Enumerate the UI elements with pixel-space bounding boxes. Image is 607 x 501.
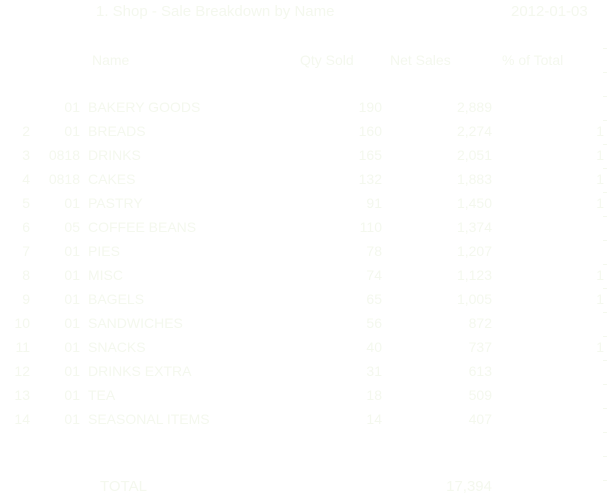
row-rank: 8	[22, 267, 30, 283]
column-header-qty: Qty Sold	[300, 52, 354, 68]
edge-tick	[603, 96, 607, 97]
row-sales: 613	[468, 363, 492, 379]
row-name: SNACKS	[88, 339, 146, 355]
row-code: 01	[64, 291, 80, 307]
report-title: 1. Shop - Sale Breakdown by Name	[96, 3, 335, 20]
row-qty: 31	[366, 363, 382, 379]
row-sales: 1,207	[456, 243, 492, 259]
row-qty: 40	[366, 339, 382, 355]
row-pct: 1	[596, 171, 604, 187]
edge-tick	[603, 432, 607, 433]
row-rank: 3	[22, 147, 30, 163]
edge-tick	[603, 312, 607, 313]
table-row	[0, 240, 607, 264]
edge-tick	[603, 72, 607, 73]
table-row	[0, 216, 607, 240]
row-name: BAKERY GOODS	[88, 99, 201, 115]
row-rank: 10	[14, 315, 30, 331]
row-qty: 165	[358, 147, 382, 163]
row-qty: 160	[358, 123, 382, 139]
row-sales: 509	[468, 387, 492, 403]
table-row	[0, 408, 607, 432]
row-name: DRINKS EXTRA	[88, 363, 192, 379]
row-code: 01	[64, 267, 80, 283]
row-sales: 2,889	[456, 99, 492, 115]
edge-tick	[603, 336, 607, 337]
edge-tick	[603, 264, 607, 265]
row-name: SANDWICHES	[88, 315, 183, 331]
row-name: PIES	[88, 243, 120, 259]
row-code: 0818	[48, 171, 80, 187]
total-value: 17,394	[446, 478, 492, 495]
edge-tick	[603, 360, 607, 361]
edge-tick	[603, 216, 607, 217]
row-name: BAGELS	[88, 291, 145, 307]
row-qty: 74	[366, 267, 382, 283]
row-pct: 1	[596, 147, 604, 163]
row-pct: 1	[596, 123, 604, 139]
row-sales: 2,051	[456, 147, 492, 163]
row-code: 05	[64, 219, 80, 235]
row-pct: 1	[596, 339, 604, 355]
row-code: 01	[64, 243, 80, 259]
edge-tick	[603, 120, 607, 121]
edge-tick	[603, 288, 607, 289]
table-row	[0, 120, 607, 144]
report-date: 2012-01-03	[511, 3, 588, 20]
edge-tick	[603, 240, 607, 241]
edge-tick	[603, 480, 607, 481]
edge-tick	[603, 168, 607, 169]
table-row	[0, 264, 607, 288]
row-rank: 14	[14, 411, 30, 427]
row-code: 01	[64, 339, 80, 355]
row-pct: 1	[596, 291, 604, 307]
row-name: COFFEE BEANS	[88, 219, 197, 235]
column-header-pct: % of Total	[502, 52, 564, 68]
table-row	[0, 384, 607, 408]
column-header-sales: Net Sales	[390, 52, 451, 68]
row-sales: 2,274	[456, 123, 492, 139]
row-rank: 6	[22, 219, 30, 235]
row-code: 01	[64, 411, 80, 427]
row-qty: 78	[366, 243, 382, 259]
edge-tick	[603, 384, 607, 385]
row-sales: 1,374	[456, 219, 492, 235]
row-sales: 1,005	[456, 291, 492, 307]
table-row	[0, 336, 607, 360]
row-rank: 11	[15, 339, 30, 355]
row-sales: 737	[468, 339, 492, 355]
row-sales: 1,450	[456, 195, 492, 211]
edge-tick	[603, 408, 607, 409]
row-name: PASTRY	[88, 195, 143, 211]
row-code: 0818	[48, 147, 80, 163]
row-rank: 2	[22, 123, 30, 139]
table-row	[0, 192, 607, 216]
table-row	[0, 312, 607, 336]
row-qty: 132	[358, 171, 382, 187]
row-qty: 110	[359, 219, 382, 235]
edge-tick	[603, 144, 607, 145]
row-rank: 9	[22, 291, 30, 307]
row-code: 01	[64, 123, 80, 139]
row-name: TEA	[88, 387, 116, 403]
row-sales: 1,123	[456, 267, 492, 283]
edge-tick	[603, 192, 607, 193]
row-sales: 1,883	[456, 171, 492, 187]
edge-tick	[603, 456, 607, 457]
row-code: 01	[64, 195, 80, 211]
row-code: 01	[64, 315, 80, 331]
table-row	[0, 360, 607, 384]
row-qty: 65	[366, 291, 382, 307]
row-code: 01	[64, 387, 80, 403]
total-label: TOTAL	[100, 478, 147, 495]
edge-tick	[603, 48, 607, 49]
row-name: BREADS	[88, 123, 146, 139]
row-rank: 4	[22, 171, 30, 187]
row-qty: 56	[366, 315, 382, 331]
row-qty: 18	[366, 387, 382, 403]
table-row	[0, 144, 607, 168]
row-pct: 1	[596, 267, 604, 283]
row-code: 01	[64, 99, 80, 115]
row-rank: 7	[22, 243, 30, 259]
row-pct: 1	[596, 195, 604, 211]
row-sales: 407	[468, 411, 492, 427]
row-qty: 14	[366, 411, 382, 427]
row-sales: 872	[468, 315, 492, 331]
row-name: DRINKS	[88, 147, 141, 163]
row-rank: 5	[22, 195, 30, 211]
row-name: MISC	[88, 267, 123, 283]
row-qty: 91	[366, 195, 382, 211]
row-rank: 12	[14, 363, 30, 379]
row-name: CAKES	[88, 171, 136, 187]
row-code: 01	[64, 363, 80, 379]
row-name: SEASONAL ITEMS	[88, 411, 210, 427]
table-row	[0, 288, 607, 312]
column-header-name: Name	[92, 52, 130, 68]
row-qty: 190	[358, 99, 382, 115]
table-row	[0, 96, 607, 120]
row-rank: 13	[14, 387, 30, 403]
table-row	[0, 168, 607, 192]
